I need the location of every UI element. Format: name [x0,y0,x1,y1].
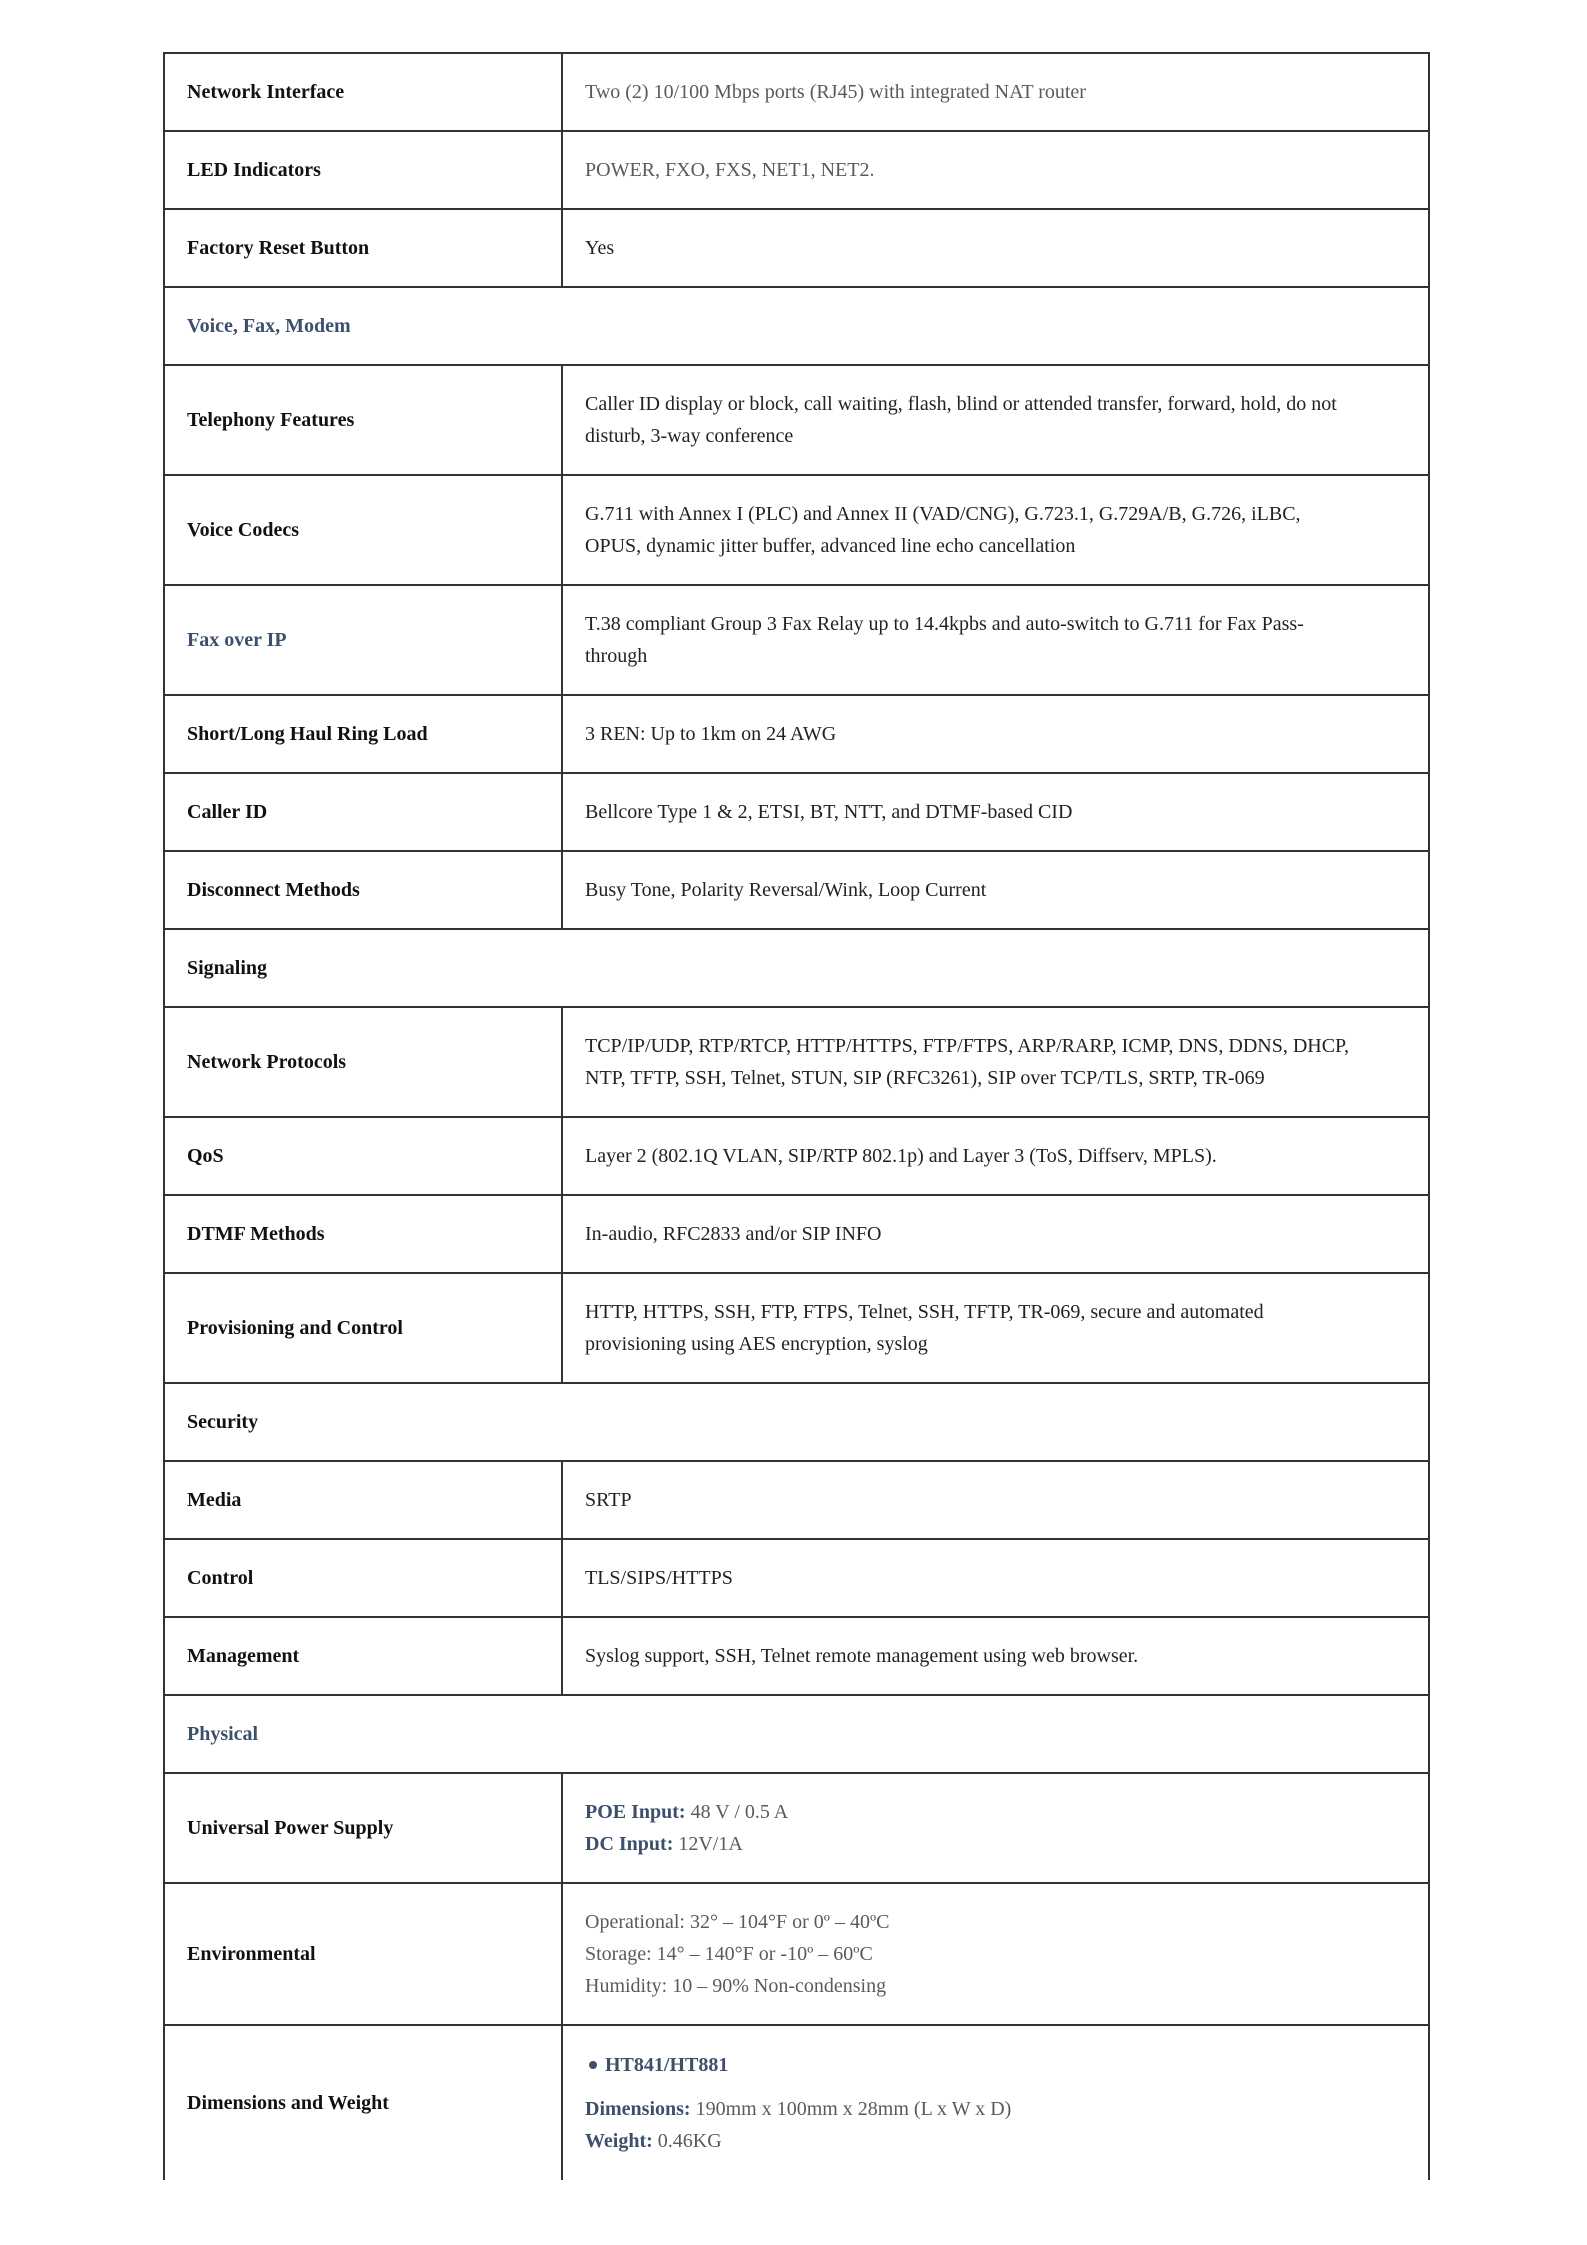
row-value [562,585,1429,695]
model-bullet [585,2049,1406,2081]
section-header-row [164,287,1429,365]
row-label: Provisioning and Control [164,1273,562,1383]
row-label: DTMF Methods [164,1195,562,1273]
row-value [562,1773,1429,1883]
row-label: Fax over IP [164,585,562,695]
row-label: Control [164,1539,562,1617]
row-label: Short/Long Haul Ring Load [164,695,562,773]
table-row [164,1461,1429,1539]
model-name: HT841/HT881 [605,2054,729,2076]
row-value [562,2025,1429,2180]
section-header-row [164,1695,1429,1773]
poe-input-label: POE Input: [585,1801,686,1823]
row-label: Network Interface [164,53,562,131]
row-value: Busy Tone, Polarity Reversal/Wink, Loop Current [562,851,1429,929]
table-row [164,53,1429,131]
table-row [164,1617,1429,1695]
value-line: provisioning using AES encryption, syslog [585,1333,928,1355]
poe-input-value: 48 V / 0.5 A [685,1801,789,1823]
row-label: Factory Reset Button [164,209,562,287]
row-label: LED Indicators [164,131,562,209]
row-label: Caller ID [164,773,562,851]
value-line: Humidity: 10 – 90% Non-condensing [585,1975,887,1997]
table-row [164,1539,1429,1617]
row-label: Media [164,1461,562,1539]
section-header-row [164,1383,1429,1461]
value-line: Storage: 14° – 140°F or -10º – 60ºC [585,1943,873,1965]
table-row [164,365,1429,475]
table-row [164,1273,1429,1383]
row-value [562,365,1429,475]
value-line: T.38 compliant Group 3 Fax Relay up to 14.4kpbs and auto-switch to G.711 for Fax Pass- [585,613,1304,635]
table-row [164,475,1429,585]
weight-line [585,2125,1406,2157]
row-label: Management [164,1617,562,1695]
section-header: Signaling [164,929,1429,1007]
row-label: Voice Codecs [164,475,562,585]
section-header: Security [164,1383,1429,1461]
row-value: TLS/SIPS/HTTPS [562,1539,1429,1617]
bullet-icon [589,2061,597,2069]
dimensions-line [585,2093,1406,2125]
value-line: Operational: 32° – 104°F or 0º – 40ºC [585,1911,890,1933]
row-value: SRTP [562,1461,1429,1539]
dimensions-value: 190mm x 100mm x 28mm (L x W x D) [690,2098,1012,2120]
section-header-row [164,929,1429,1007]
table-row [164,1883,1429,2025]
row-value [562,475,1429,585]
value-line: NTP, TFTP, SSH, Telnet, STUN, SIP (RFC3261), SIP over TCP/TLS, SRTP, TR-069 [585,1067,1265,1089]
row-label: Network Protocols [164,1007,562,1117]
value-line: OPUS, dynamic jitter buffer, advanced line echo cancellation [585,535,1076,557]
value-line: disturb, 3-way conference [585,425,794,447]
value-line: through [585,645,648,667]
value-line: HTTP, HTTPS, SSH, FTP, FTPS, Telnet, SSH, TFTP, TR-069, secure and automated [585,1301,1264,1323]
table-row [164,695,1429,773]
table-row [164,2025,1429,2180]
table-row [164,209,1429,287]
table-row [164,1773,1429,1883]
row-value: Syslog support, SSH, Telnet remote management using web browser. [562,1617,1429,1695]
row-label: Dimensions and Weight [164,2025,562,2180]
row-value [562,1273,1429,1383]
row-value: 3 REN: Up to 1km on 24 AWG [562,695,1429,773]
dimensions-label: Dimensions: [585,2098,691,2120]
value-line: TCP/IP/UDP, RTP/RTCP, HTTP/HTTPS, FTP/FTPS, ARP/RARP, ICMP, DNS, DDNS, DHCP, [585,1035,1349,1057]
row-value: Layer 2 (802.1Q VLAN, SIP/RTP 802.1p) and Layer 3 (ToS, Diffserv, MPLS). [562,1117,1429,1195]
value-line: Caller ID display or block, call waiting, flash, blind or attended transfer, forward, hold, do not [585,393,1337,415]
dc-input-value: 12V/1A [673,1833,743,1855]
row-value: POWER, FXO, FXS, NET1, NET2. [562,131,1429,209]
row-label: Disconnect Methods [164,851,562,929]
section-header: Voice, Fax, Modem [164,287,1429,365]
row-label: Universal Power Supply [164,1773,562,1883]
weight-label: Weight: [585,2130,653,2152]
row-value: Bellcore Type 1 & 2, ETSI, BT, NTT, and DTMF-based CID [562,773,1429,851]
specifications-table [163,52,1430,2180]
table-row [164,585,1429,695]
row-value: Two (2) 10/100 Mbps ports (RJ45) with integrated NAT router [562,53,1429,131]
row-label: QoS [164,1117,562,1195]
row-value [562,1883,1429,2025]
weight-value: 0.46KG [652,2130,722,2152]
dc-input-label: DC Input: [585,1833,674,1855]
table-row [164,1007,1429,1117]
row-value: Yes [562,209,1429,287]
table-row [164,1117,1429,1195]
power-line [585,1796,1406,1828]
table-row [164,773,1429,851]
table-row [164,131,1429,209]
power-line [585,1828,1406,1860]
table-row [164,851,1429,929]
row-label: Environmental [164,1883,562,2025]
row-value [562,1007,1429,1117]
section-header: Physical [164,1695,1429,1773]
table-row [164,1195,1429,1273]
row-label: Telephony Features [164,365,562,475]
row-value: In-audio, RFC2833 and/or SIP INFO [562,1195,1429,1273]
value-line: G.711 with Annex I (PLC) and Annex II (VAD/CNG), G.723.1, G.729A/B, G.726, iLBC, [585,503,1301,525]
